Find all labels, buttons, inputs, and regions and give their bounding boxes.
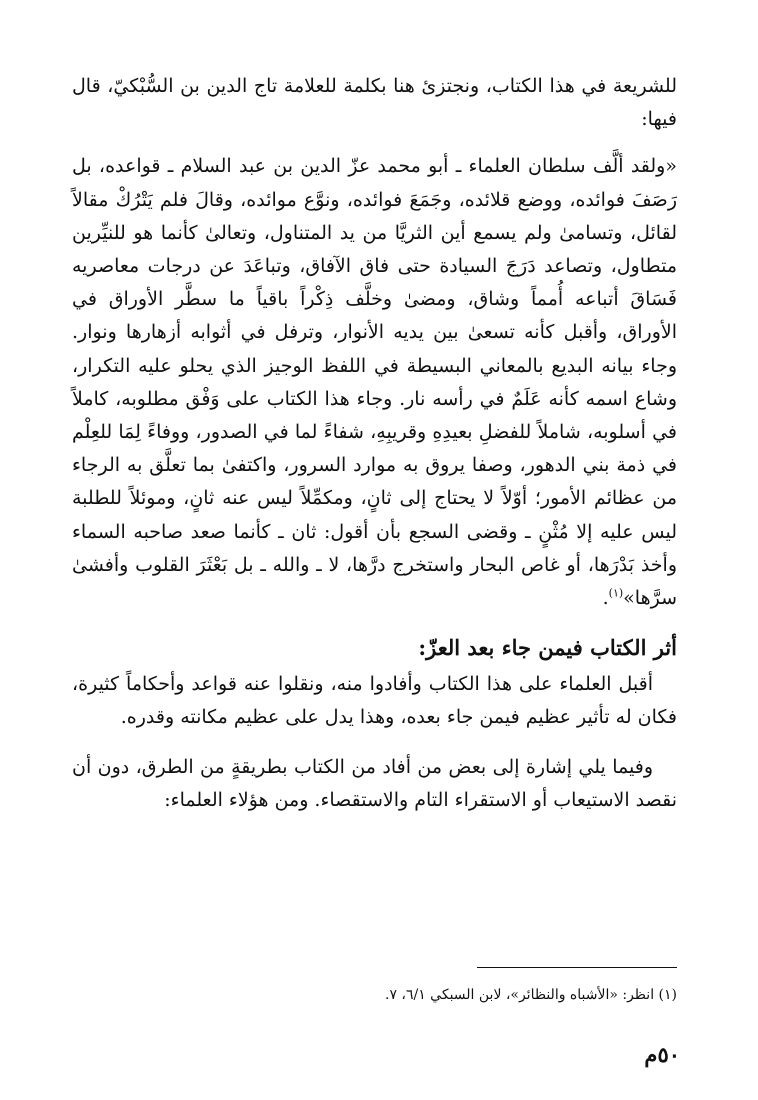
footnote-divider [477,967,677,968]
quote-paragraph [72,150,677,615]
body-paragraph-1: أقبل العلماء على هذا الكتاب وأفادوا منه، ونقلوا عنه قواعد وأحكاماً كثيرة، فكان له تأثير عظيم فيمن جاء بعده، وهذا يدل على عظيم مكانته وقدره. [72,673,677,729]
quote-text: «ولقد ألَّف سلطان العلماء ـ أبو محمد عزّ الدين بن عبد السلام ـ قواعده، بل رَصَفَ فوائده، ووضع قلائده، وجَمَعَ فوائده، ونوَّع موائده، وقالَ فلم يَتْرُكْ مقالاً لقائل، وتسامىٰ ولم يسمع أين الثريَّا من يد المتناول، وتعالىٰ كأنما هو للنيِّرين متطاول، وتصاعد دَرَجَ السيادة حتى فاق الآفاق، وتباعَدَ عن درجات معاصريه فَسَاقَ أتباعه أُمماً وشاق، ومضىٰ وخلَّف ذِكْراً باقياً ما سطَّر الأوراق في الأوراق، وأقبل كأنه تسعىٰ بين يديه الأنوار، وترفل في أثوابه أزهارها ونوار. وجاء بيانه البديع بالمعاني البسيطة في اللفظ الوجيز الذي يحلو عليه التكرار، وشاع اسمه كأنه عَلَمٌ في رأسه نار. وجاء هذا الكتاب على وَفْق مطلوبه، كاملاً في أسلوبه، شاملاً للفضلِ بعيدِهِ وقريبِهِ، شفاءً لما في الصدور، ووفاءً لِمَا للعِلْم في ذمة بني الدهور، وصفا يروق به موارد السرور، واكتفىٰ بما تعلَّق به الرجاء من عظائم الأمور؛ أوّلاً لا يحتاج إلى ثانٍ، ومكمِّلاً ليس عنه ثانٍ، وموئلاً للطلبة ليس عليه إلا مُثْنٍ ـ وقضى السجع بأن أقول: ثان ـ كأنما صعد صاحبه السماء وأخذ بَدْرَها، أو غاص البحار واستخرج درَّها، لا ـ والله ـ بل بَعْثَرَ القلوب وأفشىٰ سرَّها» [72,155,677,610]
intro-paragraph: للشريعة في هذا الكتاب، ونجتزئ هنا بكلمة للعلامة تاج الدين بن السُّبْكيّ، قال فيها: [72,75,677,131]
page-number: ٥٠م [644,1042,680,1067]
quote-end: . [602,587,609,610]
section-heading: أثر الكتاب فيمن جاء بعد العزّ: [418,635,677,661]
footnote: (١) انظر: «الأشباه والنظائر»، لابن السبكي ٦/١، ٧. [385,987,677,1003]
footnote-ref: (١) [608,586,624,600]
body-paragraph-2: وفيما يلي إشارة إلى بعض من أفاد من الكتاب بطريقةٍ من الطرق، دون أن نقصد الاستيعاب أو الاستقراء التام والاستقصاء. ومن هؤلاء العلماء: [72,755,677,811]
page-body [72,70,677,817]
